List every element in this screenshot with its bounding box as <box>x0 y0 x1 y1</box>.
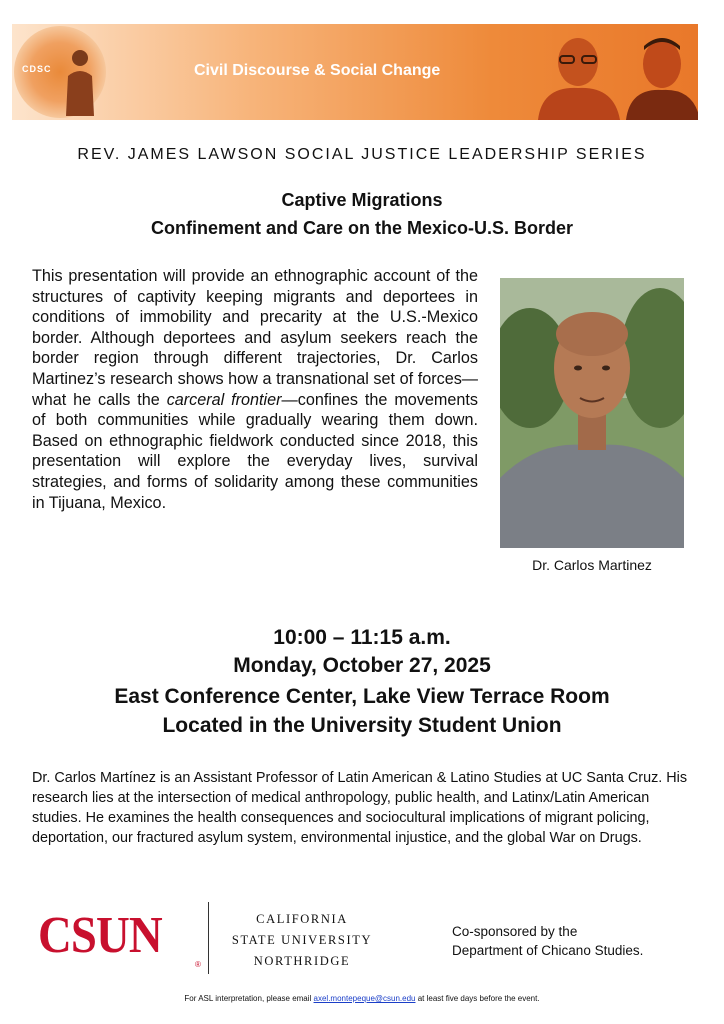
banner-title: Civil Discourse & Social Change <box>194 62 441 79</box>
event-time: 10:00 – 11:15 a.m. <box>273 626 451 649</box>
event-location: Located in the University Student Union <box>162 714 562 737</box>
abstract-text-end: —confines the movements of both communities while gradually wearing them down. Based on ethnographic fieldwork conducted since 2018, this presentation will explore the everyday lives, survival strategies, and forms of solidarity among these communities in Tijuana, Mexico. <box>32 390 478 512</box>
abstract-text: This presentation will provide an ethnographic account of the structures of captivity keeping migrants and deportees in conditions of immobility and precarity at the U.S.-Mexico border. Although deportees and asylum seekers reach the border region through different trajectories, Dr. Carlos Martinez’s research shows how a transnational set of forces—what he calls the <box>32 267 478 409</box>
asl-email-link[interactable]: axel.montepeque@csun.edu <box>313 994 416 1003</box>
portrait-illustration-icon <box>622 24 698 120</box>
photo-caption: Dr. Carlos Martinez <box>532 557 652 573</box>
logo-divider <box>208 902 209 974</box>
portrait-illustration-icon <box>532 24 624 120</box>
university-name-line: CALIFORNIA <box>256 912 348 926</box>
series-heading: REV. JAMES LAWSON SOCIAL JUSTICE LEADERSHIP SERIES <box>77 146 647 163</box>
talk-subtitle: Confinement and Care on the Mexico-U.S. Border <box>150 218 574 238</box>
asl-footer <box>0 994 724 1003</box>
footer-text-end: at least five days before the event. <box>415 994 540 1003</box>
university-name-line: STATE UNIVERSITY <box>231 933 373 947</box>
talk-abstract <box>32 266 478 513</box>
person-silhouette-icon <box>62 46 98 116</box>
talk-title: Captive Migrations <box>281 190 443 210</box>
footer-text: For ASL interpretation, please email <box>184 994 314 1003</box>
event-date: Monday, October 27, 2025 <box>233 654 491 677</box>
cdsc-logo <box>14 26 106 118</box>
speaker-portrait-icon <box>500 278 684 548</box>
cdsc-logo-text: CDSC <box>22 64 52 74</box>
cosponsor-department: Department of Chicano Studies. <box>452 943 644 958</box>
speaker-bio: Dr. Carlos Martínez is an Assistant Professor of Latin American & Latino Studies at UC Santa Cruz. His research lies at the intersection of medical anthropology, public health, and Latinx/Latin American studies. He examines the health consequences and sociocultural implications of migrant policing, deportation, our fractured asylum system, environmental injustice, and the global War on Drugs. <box>32 770 688 846</box>
cosponsor-note <box>452 922 643 960</box>
csun-logo: CSUN <box>38 907 162 964</box>
cosponsor-line: Co-sponsored by the <box>452 924 578 939</box>
event-venue: East Conference Center, Lake View Terrace Room <box>114 685 610 708</box>
abstract-emphasis: carceral frontier <box>166 390 282 409</box>
university-name-line: NORTHRIDGE <box>253 954 351 968</box>
event-banner <box>12 24 698 120</box>
registered-mark: ® <box>195 960 201 969</box>
speaker-photo <box>500 278 684 548</box>
